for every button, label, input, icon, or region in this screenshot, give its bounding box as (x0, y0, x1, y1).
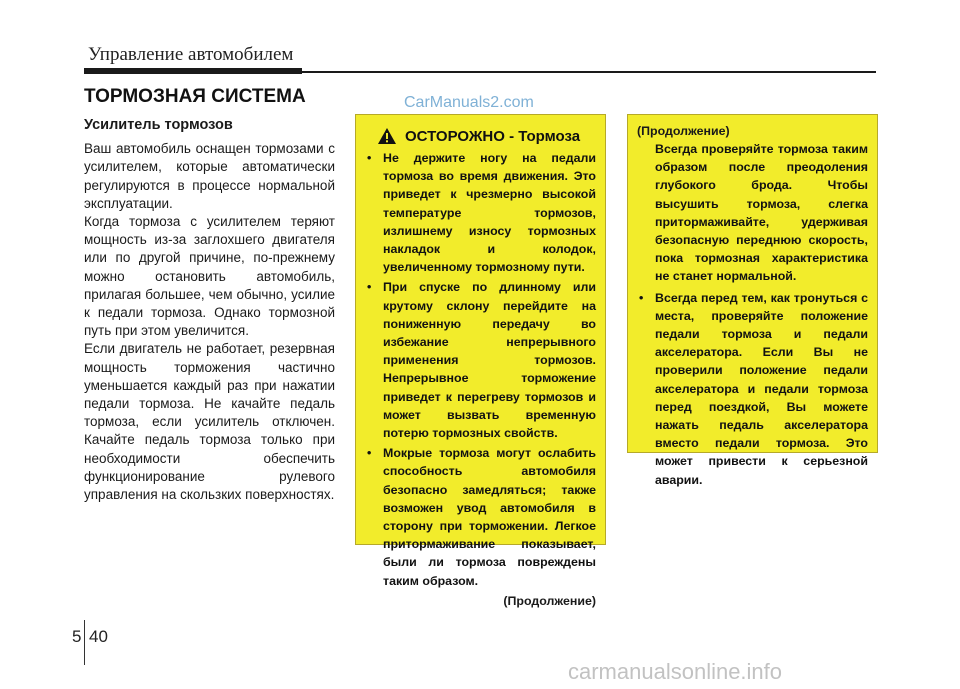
chapter-title: Управление автомобилем (88, 44, 294, 65)
watermark-top: CarManuals2.com (404, 94, 534, 111)
section-title: ТОРМОЗНАЯ СИСТЕМА (84, 86, 306, 107)
caution-box (355, 114, 606, 608)
paragraph: Когда тормоза с усилителем теряют мощность из-за заглохшего двигателя или по другой причине, по-прежнему можно остановить автомобиль, прилагая большее, чем обычно, усилие к педали тормоза. Однако тормозной путь при этом увеличится. (84, 214, 335, 339)
chapter-number: 5 (72, 627, 82, 646)
bullet: • (367, 151, 372, 165)
caution-list (365, 149, 596, 590)
continued-label: (Продолжение) (503, 593, 596, 608)
caution-item-text: Не держите ногу на педали тормоза во время движения. Это приведет к чрезмерно высокой температуре тормозов, излишнему износу тормозных накладок и колодок, увеличенному тормозному пути. (383, 151, 596, 275)
caution-item (365, 444, 596, 590)
bullet: • (367, 446, 372, 461)
header-rule-thin (84, 71, 876, 73)
page-number: 40 (89, 627, 108, 646)
footer-divider (84, 620, 85, 665)
bullet: • (367, 280, 372, 295)
continued-text: Всегда проверяйте тормоза таким образом после преодоления глубокого брода. Чтобы высушить тормоза, слегка притормаживайте, удерживая безопасную переднюю скорость, пока тормозная характеристика не станет нормальной. (655, 142, 868, 284)
caution-item (637, 289, 868, 489)
caution-item (365, 278, 596, 442)
caution-item-text: Мокрые тормоза могут ослабить способность автомобиля безопасно замедляться; также возможен увод автомобиля в сторону при торможении. Легкое притормаживание показывает, были ли тормоза повреждены таким образом. (383, 446, 596, 588)
left-column (84, 116, 335, 504)
caution-item (365, 149, 596, 276)
continued-label: (Продолжение) (637, 124, 730, 138)
caution-item-text: Всегда перед тем, как тронуться с места, проверяйте положение педали тормоза и педали акселератора. Если Вы не проверили положение педали акселератора и педали тормоза перед поездкой, Вы можете нажать педаль акселератора вместо педали тормоза. Это может привести к серьезной аварии. (655, 290, 868, 487)
caution-title: ОСТОРОЖНО - Тормоза (405, 127, 581, 145)
bullet: • (639, 290, 644, 305)
warning-triangle-icon (377, 127, 397, 145)
watermark-bottom: carmanualsonline.info (568, 659, 783, 684)
paragraph: Если двигатель не работает, резервная мощность торможения частично уменьшается каждый раз при нажатии педали тормоза. Не качайте педаль тормоза, если усилитель отключен. Качайте педаль тормоза только при необходимости обеспечить функционирование рулевого управления на скользких поверхностях. (84, 341, 335, 503)
continuation-box (627, 114, 878, 487)
caution-header (377, 127, 596, 145)
continuation-list (637, 289, 868, 489)
caution-item-text: При спуске по длинному или крутому склону перейдите на пониженную передачу во избежание непрерывного применения тормозов. Непрерывное торможение приведет к перегреву тормозов и может вызвать временную потерю тормозных свойств. (383, 280, 596, 441)
subsection-heading: Усилитель тормозов (84, 117, 233, 133)
paragraph: Ваш автомобиль оснащен тормозами с усилителем, которые автоматически регулируются в процессе нормальной эксплуатации. (84, 141, 335, 211)
